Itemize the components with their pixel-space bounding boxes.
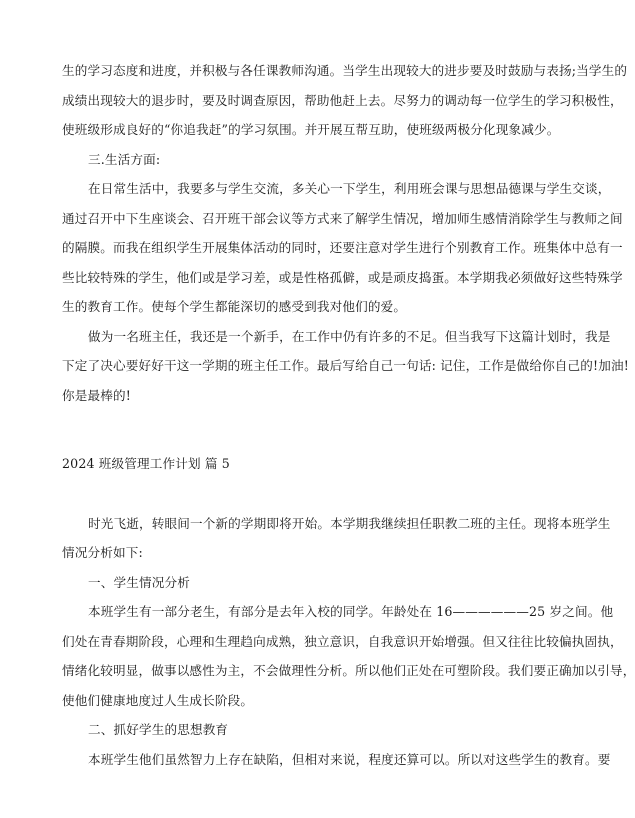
paragraph-line: 通过召开中下生座谈会、召开班干部会议等方式来了解学生情况，增加师生感情消除学生与教师之间	[62, 211, 623, 226]
paragraph-line: 使他们健康地度过人生成长阶段。	[62, 693, 254, 708]
section-heading-life: 三.生活方面:	[88, 152, 161, 167]
paragraph-line: 下定了决心要好好干这一学期的班主任工作。最后写给自己一句话: 记住，工作是做给你自己的!加油!	[62, 358, 629, 373]
paragraph-line: 的隔膜。而我在组织学生开展集体活动的同时，还要注意对学生进行个别教育工作。班集体中总有一	[62, 240, 623, 255]
paragraph-line: 们处在青春期阶段，心理和生理趋向成熟，独立意识，自我意识开始增强。但又往往比较偏执固执，	[62, 634, 623, 649]
paragraph-line: 在日常生活中，我要多与学生交流，多关心一下学生，利用班会课与思想品德课与学生交谈，	[88, 181, 611, 196]
paragraph-line: 你是最棒的!	[62, 388, 131, 403]
section-title: 2024 班级管理工作计划 篇 5	[62, 456, 230, 471]
section-heading-student-analysis: 一、学生情况分析	[88, 575, 190, 590]
paragraph-line: 做为一名班主任，我还是一个新手，在工作中仍有许多的不足。但当我写下这篇计划时，我是	[88, 329, 611, 344]
section-heading-thought-education: 二、抓好学生的思想教育	[88, 722, 229, 737]
paragraph-line: 使班级形成良好的“你追我赶”的学习氛围。并开展互帮互助，使班级两极分化现象减少。	[62, 122, 560, 137]
paragraph-line: 些比较特殊的学生，他们或是学习差，或是性格孤僻，或是顽皮捣蛋。本学期我必须做好这些特殊学	[62, 270, 623, 285]
paragraph-line: 情况分析如下:	[62, 545, 143, 560]
paragraph-line: 生的教育工作。使每个学生都能深切的感受到我对他们的爱。	[62, 299, 407, 314]
paragraph-line: 成绩出现较大的退步时，要及时调查原因，帮助他赶上去。尽努力的调动每一位学生的学习积极性，	[62, 93, 623, 108]
paragraph-line: 情绪化较明显，做事以感性为主，不会做理性分析。所以他们正处在可塑阶段。我们要正确加以引导，	[62, 663, 635, 678]
paragraph-line: 本班学生他们虽然智力上存在缺陷，但相对来说，程度还算可以。所以对这些学生的教育。要	[88, 752, 611, 767]
paragraph-line: 生的学习态度和进度，并积极与各任课教师沟通。当学生出现较大的进步要及时鼓励与表扬;当学生的	[62, 63, 628, 78]
paragraph-line: 本班学生有一部分老生，有部分是去年入校的同学。年龄处在 16——————25 岁之间。他	[88, 604, 614, 619]
paragraph-line: 时光飞逝，转眼间一个新的学期即将开始。本学期我继续担任职教二班的主任。现将本班学生	[88, 516, 611, 531]
